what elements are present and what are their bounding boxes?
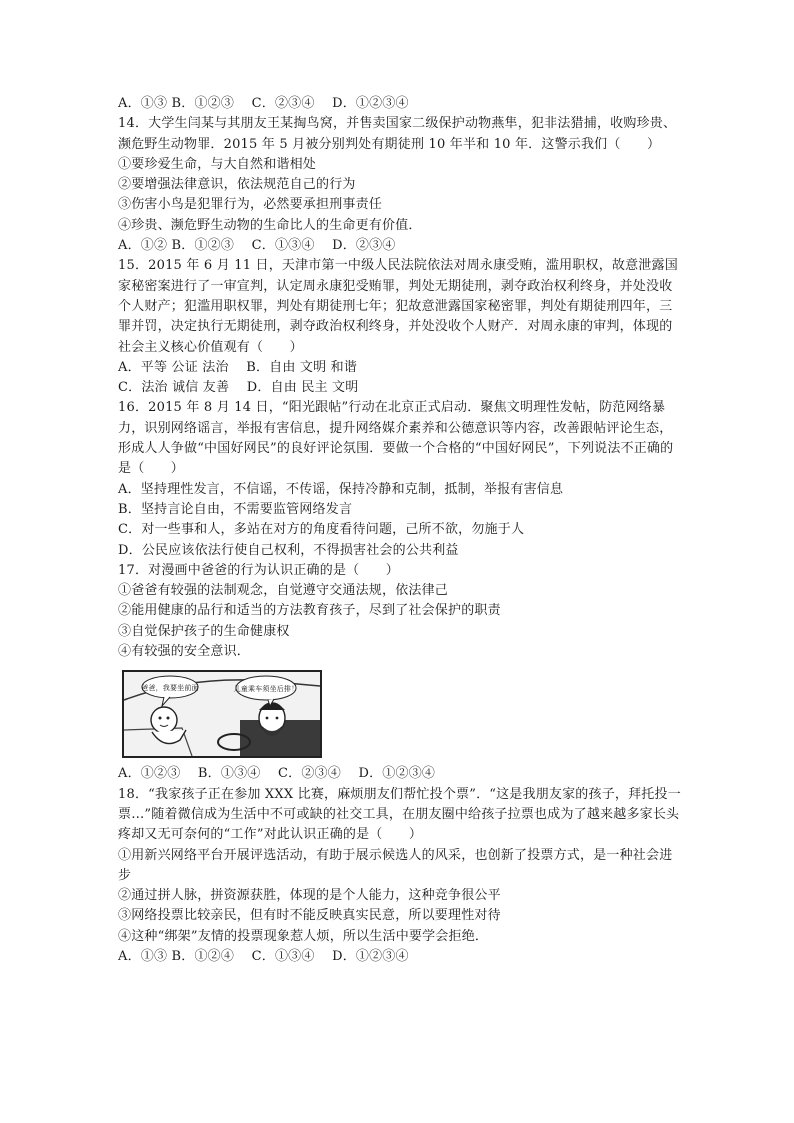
- q18-item-3: ③网络投票比较亲民，但有时不能反映真实民意，所以要理性对待: [118, 908, 501, 924]
- q16-stem: 16．2015 年 8 月 14 日，“阳光跟帖”行动在北京正式启动．聚焦文明理性发帖，防范网络暴力，识别网络谣言，举报有害信息，提升网络媒介素养和公德意识等内容，改善跟帖评论生态，形成人人争做“中国好网民”的良好评论氛围．要做一个合格的“中国好网民”，下列说法不正确的是（ ）: [118, 400, 674, 477]
- q17-item-2: ②能用健康的品行和适当的方法教育孩子，尽到了社会保护的职责: [118, 603, 501, 619]
- q17-item-1: ①爸爸有较强的法制观念，自觉遵守交通法规，依法律己: [118, 583, 449, 599]
- cartoon-bubble-father: 儿童乘车须坐后排！: [233, 685, 299, 694]
- q17-stem: 17．对漫画中爸爸的行为认识正确的是（ ）: [118, 562, 399, 578]
- q16-option-d: D．公民应该依法行使自己权利，不得损害社会的公共利益: [118, 542, 459, 558]
- q14-stem: 14．大学生闫某与其朋友王某掏鸟窝，并售卖国家二级保护动物燕隼，犯非法猎捕，收购珍贵、濒危野生动物罪．2015 年 5 月被分别判处有期徒刑 10 年半和 10 年．这警示我们（ ）: [118, 116, 677, 152]
- q18-item-1: ①用新兴网络平台开展评选活动，有助于展示候选人的风采，也创新了投票方式，是一种社会进步: [118, 847, 673, 883]
- car-cartoon-illustration: [122, 670, 322, 758]
- q18-options: A．①③ B．①②④ C．①③④ D．①②③④: [118, 948, 409, 964]
- question-content: [118, 94, 683, 967]
- q14-item-3: ③伤害小鸟是犯罪行为，必然要承担刑事责任: [118, 197, 383, 213]
- q18-item-4: ④这种“绑架”友情的投票现象惹人烦，所以生活中要学会拒绝．: [118, 928, 489, 944]
- q14-item-4: ④珍贵、濒危野生动物的生命比人的生命更有价值．: [118, 217, 422, 233]
- q13-options: A．①③ B．①②③ C．②③④ D．①②③④: [118, 96, 409, 111]
- q18-item-2: ②通过拼人脉，拼资源获胜，体现的是个人能力，这种竞争很公平: [118, 888, 501, 904]
- q14-options: A．①② B．①②③ C．①③④ D．②③④: [118, 238, 396, 254]
- q15-options-row-2: [118, 378, 683, 398]
- q15-stem: 15．2015 年 6 月 11 日，天津市第一中级人民法院依法对周永康受贿，滥用职权，故意泄露国家秘密案进行了一审宣判，认定周永康犯受贿罪，判处无期徒刑，剥夺政治权利终身，并处没收个人财产；犯滥用职权罪，判处有期徒刑七年；犯故意泄露国家秘密罪，判处有期徒刑四年，三罪并罚，决定执行无期徒刑，剥夺政治权利终身，并处没收个人财产．对周永康的审判，体现的社会主义核心价值观有（ ）: [118, 258, 678, 355]
- car-cartoon: [122, 670, 322, 758]
- q15-options-row-1: [118, 358, 683, 378]
- q14-item-2: ②要增强法律意识，依法规范自己的行为: [118, 177, 356, 193]
- q15-option-b: B．自由 文明 和谐: [246, 359, 358, 375]
- q15-option-d: D．自由 民主 文明: [246, 380, 359, 396]
- q14-item-1: ①要珍爱生命，与大自然和谐相处: [118, 156, 317, 172]
- q15-option-a: A．平等 公证 法治: [118, 359, 229, 375]
- q17-options: A．①②③ B．①③④ C．②③④ D．①②③④: [118, 766, 436, 782]
- q16-option-b: B．坚持言论自由，不需要监管网络发言: [118, 501, 353, 517]
- q18-stem: 18．“我家孩子正在参加 XXX 比赛，麻烦朋友们帮忙投个票”．“这是我朋友家的孩子，拜托投一票…”随着微信成为生活中不可或缺的社交工具，在朋友圈中给孩子拉票也成为了越来越多家长头疼却又无可奈何的“工作”对此认识正确的是（ ）: [118, 786, 681, 843]
- cartoon-bubble-child: 爸爸，我要坐前面: [141, 684, 199, 693]
- q17-item-4: ④有较强的安全意识．: [118, 644, 251, 660]
- q17-item-3: ③自觉保护孩子的生命健康权: [118, 623, 290, 639]
- q15-option-c: C．法治 诚信 友善: [118, 380, 230, 396]
- q16-option-a: A．坚持理性发言，不信谣，不传谣，保持冷静和克制，抵制，举报有害信息: [118, 481, 564, 497]
- q16-option-c: C．对一些事和人，多站在对方的角度看待问题，己所不欲，勿施于人: [118, 522, 525, 538]
